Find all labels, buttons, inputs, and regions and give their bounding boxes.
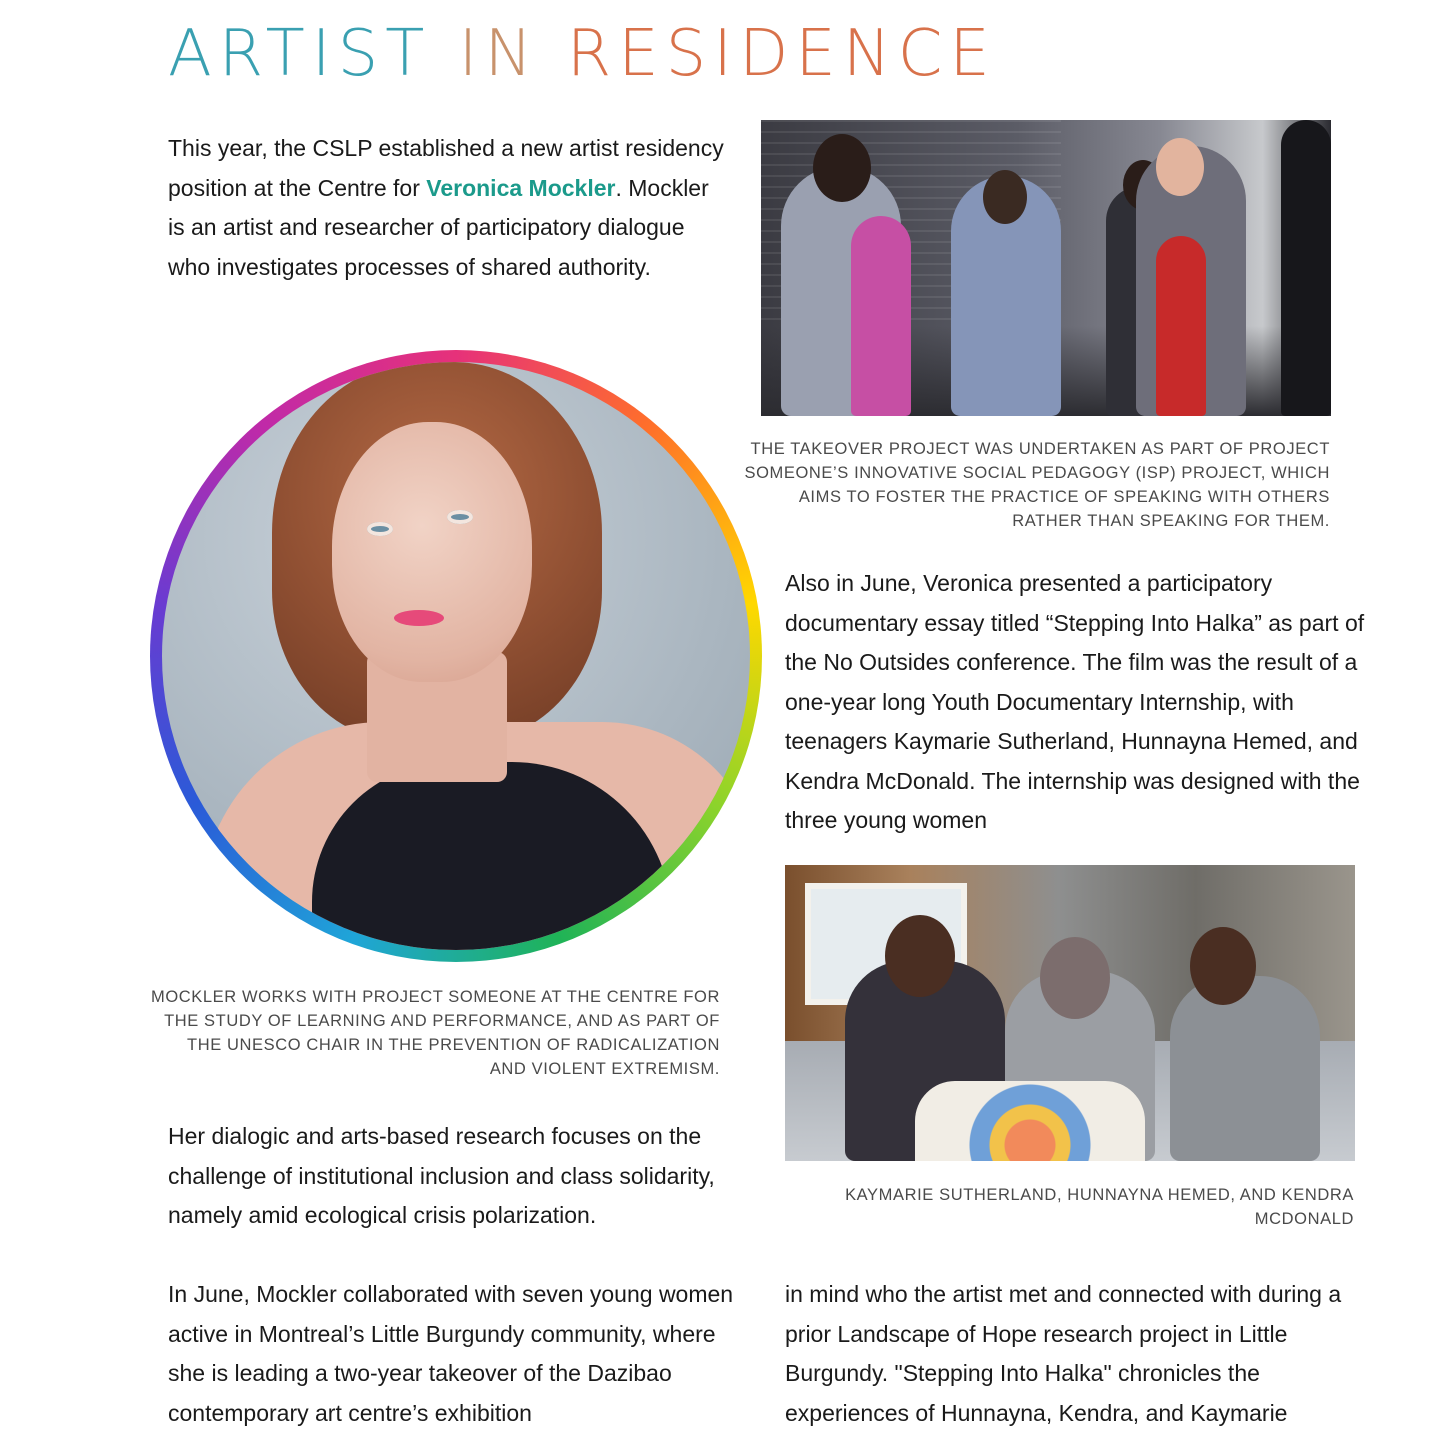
portrait-eye bbox=[367, 522, 393, 536]
intern-head bbox=[1040, 937, 1110, 1019]
participant-figure bbox=[1281, 120, 1331, 416]
portrait-lips bbox=[394, 610, 444, 626]
intro-paragraph bbox=[168, 129, 728, 287]
interns-group-photo bbox=[785, 865, 1355, 1161]
participant-figure bbox=[1156, 236, 1206, 416]
title-word-residence: RESIDENCE bbox=[566, 17, 997, 91]
title-word-in: IN bbox=[458, 17, 540, 91]
participant-head bbox=[1156, 138, 1204, 196]
research-focus-paragraph: Her dialogic and arts-based research focuses on the challenge of institutional inclusion and class solidarity, namely amid ecological crisis polarization. bbox=[168, 1123, 715, 1228]
takeover-project-photo bbox=[761, 120, 1331, 416]
intern-head bbox=[1190, 927, 1256, 1005]
portrait-eye bbox=[447, 510, 473, 524]
portrait-caption: MOCKLER WORKS WITH PROJECT SOMEONE AT THE CENTRE FOR THE STUDY OF LEARNING AND PERFORMANCE, AND AS PART OF THE UNESCO CHAIR IN THE PREVENTION OF RADICALIZATION AND VIOLENT EXTREMISM. bbox=[150, 988, 720, 1078]
participant-head bbox=[983, 170, 1027, 224]
intern-figure bbox=[1170, 976, 1320, 1161]
group-photo-caption: KAYMARIE SUTHERLAND, HUNNAYNA HEMED, AND KENDRA MCDONALD bbox=[845, 1186, 1354, 1228]
portrait-face bbox=[332, 422, 532, 682]
artist-portrait-photo bbox=[162, 362, 750, 950]
patterned-pillow bbox=[915, 1081, 1145, 1161]
june-collaboration-paragraph: In June, Mockler collaborated with seven young women active in Montreal’s Little Burgundy community, where she is leading a two-year takeover of the Dazibao contemporary art centre’s exhibition bbox=[168, 1281, 734, 1426]
intern-head bbox=[885, 915, 955, 997]
page-title bbox=[168, 18, 997, 90]
takeover-photo-caption: THE TAKEOVER PROJECT WAS UNDERTAKEN AS PART OF PROJECT SOMEONE’S INNOVATIVE SOCIAL PEDAGOGY (ISP) PROJECT, WHICH AIMS TO FOSTER THE PRACTICE OF SPEAKING WITH OTHERS RATHER THAN SPEAKING FOR THEM. bbox=[744, 440, 1330, 530]
artist-name-highlight: Veronica Mockler bbox=[426, 174, 616, 201]
intro-text-after: . Mockler is an artist and researcher of participatory dialogue who investigates processes of shared authority. bbox=[168, 174, 709, 280]
participant-figure bbox=[851, 216, 911, 416]
participant-head bbox=[813, 134, 871, 202]
intro-text-before: This year, the CSLP established a new artist residency position at the Centre for bbox=[168, 135, 724, 201]
halka-chronicle-paragraph: in mind who the artist met and connected with during a prior Landscape of Hope research project in Little Burgundy. "Stepping Into Halka" chronicles the experiences of Hunnayna, Kendra, and Kaymarie bbox=[785, 1281, 1342, 1426]
documentary-paragraph: Also in June, Veronica presented a participatory documentary essay titled “Stepping Into Halka” as part of the No Outsides conference. The film was the result of a one-year long Youth Documentary Internship, with teenagers Kaymarie Sutherland, Hunnayna Hemed, and Kendra McDonald. The internship was designed with the three young women bbox=[785, 570, 1365, 833]
title-word-artist: ARTIST bbox=[168, 17, 432, 91]
